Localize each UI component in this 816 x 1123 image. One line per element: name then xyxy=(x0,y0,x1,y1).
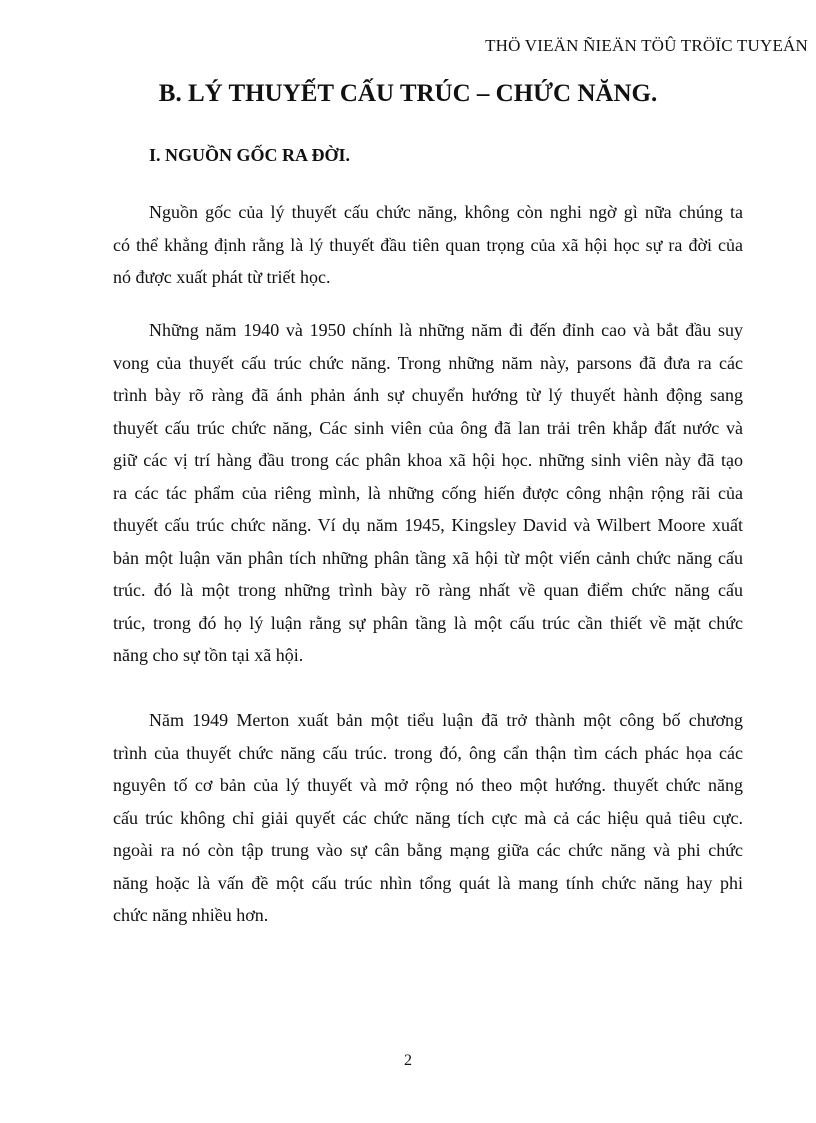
paragraph-line: Nguồn gốc của lý thuyết cấu chức năng, không còn nghi ngờ gì nữa chúng ta xyxy=(149,202,743,222)
paragraph-line: vong của thuyết cấu trúc chức năng. Trong những năm này, parsons đã đưa ra các xyxy=(113,352,743,373)
paragraph-line: thuyết cấu trúc chức năng. Ví dụ năm 1945, Kingsley David và Wilbert Moore xuất xyxy=(113,515,743,535)
paragraph-merton xyxy=(113,704,743,932)
paragraph-line: Năm 1949 Merton xuất bản một tiểu luận đã trở thành một công bố chương xyxy=(149,710,743,730)
paragraph-line: Những năm 1940 và 1950 chính là những năm đi đến đỉnh cao và bắt đầu suy xyxy=(149,320,743,340)
section-heading: I. NGUỒN GỐC RA ĐỜI. xyxy=(149,145,351,165)
paragraph-line: năng hoặc là vấn đề một cấu trúc nhìn tổng quát là mang tính chức năng hay phi xyxy=(113,872,743,893)
paragraph-line: chức năng nhiều hơn. xyxy=(113,905,269,925)
paragraph-line: giữ các vị trí hàng đầu trong các phân khoa xã hội học. những sinh viên này đã tạo xyxy=(113,450,743,470)
running-header: THÖ VIEÄN ÑIEÄN TÖÛ TRÖÏC TUYEÁN xyxy=(485,36,808,55)
paragraph-line: thuyết cấu trúc chức năng, Các sinh viên của ông đã lan trải trên khắp đất nước và xyxy=(113,417,743,438)
paragraph-line: trình bày rõ ràng đã ánh phản ánh sự chuyển hướng từ lý thuyết hành động sang xyxy=(113,385,743,405)
paragraph-line: ngoài ra nó còn tập trung vào sự cân bằng mạng giữa các chức năng và phi chức xyxy=(113,840,743,860)
paragraph-line: nguyên tố cơ bản của lý thuyết và mở rộng nó theo một hướng. thuyết chức năng xyxy=(113,775,743,795)
paragraph-line: trúc. đó là một trong những trình bày rõ ràng nhất về quan điểm chức năng cấu xyxy=(113,580,743,600)
paragraph-line: ra các tác phẩm của riêng mình, là những cống hiến được công nhận rộng rãi của xyxy=(113,482,743,503)
chapter-title: B. LÝ THUYẾT CẤU TRÚC – CHỨC NĂNG. xyxy=(158,80,658,107)
paragraph-line: nó được xuất phát từ triết học. xyxy=(113,267,331,287)
paragraph-line: bản một luận văn phân tích những phân tầng xã hội từ một viến cảnh chức năng cấu xyxy=(113,547,743,568)
paragraph-line: cấu trúc không chỉ giải quyết các chức năng tích cực mà cả các hiệu quả tiêu cực. xyxy=(113,807,743,828)
paragraph-history xyxy=(113,314,743,672)
paragraph-line: trình của thuyết chức năng cấu trúc. trong đó, ông cẩn thận tìm cách phác họa các xyxy=(113,742,743,763)
page-number: 2 xyxy=(404,1052,412,1069)
paragraph-origin xyxy=(113,196,743,294)
paragraph-line: có thể khẳng định rằng là lý thuyết đầu tiên quan trọng của xã hội học sự ra đời của xyxy=(113,234,743,255)
paragraph-line: năng cho sự tồn tại xã hội. xyxy=(113,645,304,665)
paragraph-line: trúc, trong đó họ lý luận rằng sự phân tầng là một cấu trúc cần thiết về mặt chức xyxy=(113,612,743,633)
